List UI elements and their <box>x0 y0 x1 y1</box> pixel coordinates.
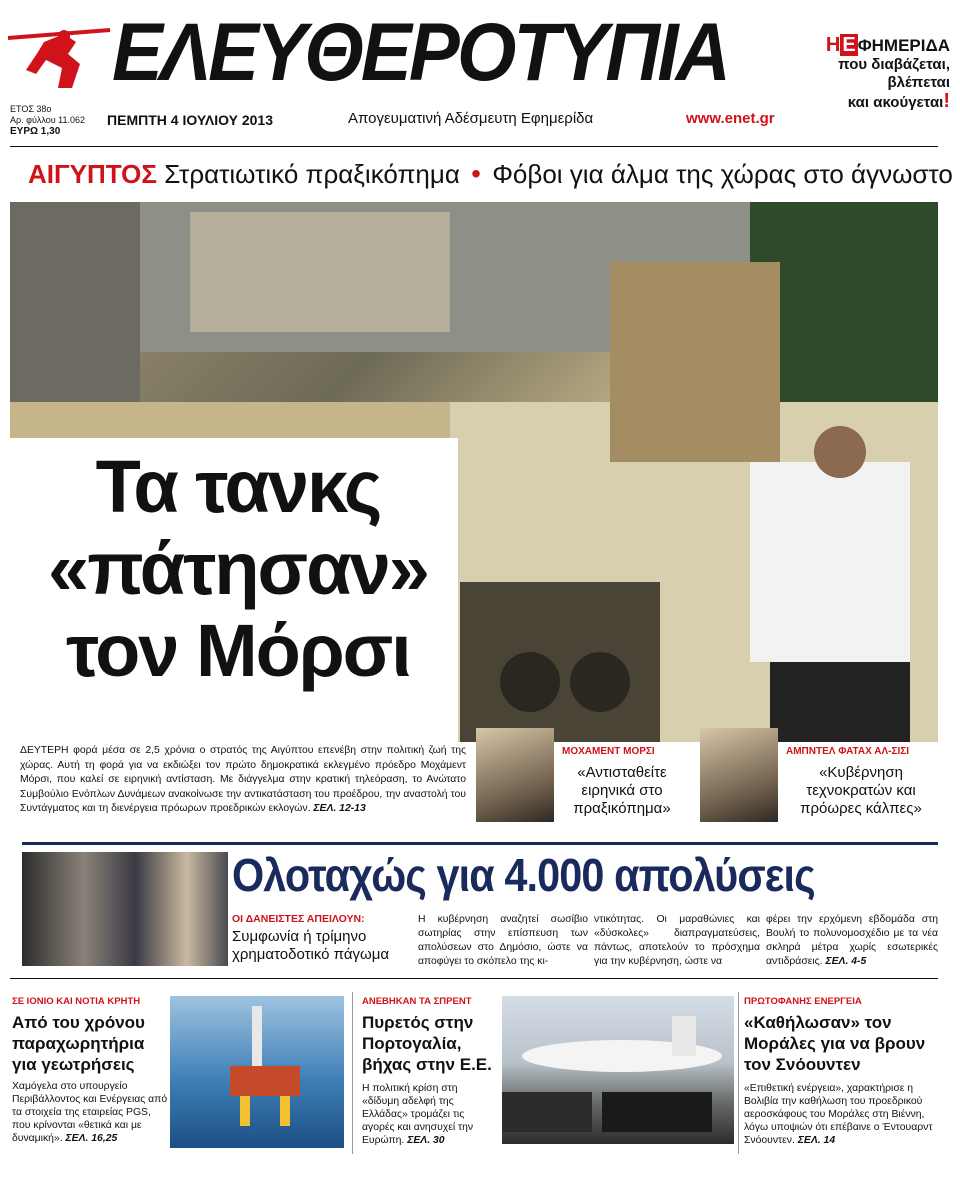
promo-e: Ε <box>842 34 856 56</box>
oil-rig-icon <box>170 996 344 1148</box>
bottom-3-body: «Επιθετική ενέργεια», χαρακτήρισε η Βολιβία την καθήλωση του προεδρικού αεροσκάφους του Μοράλες στη Βιέννη, λόγω υποψιών ότι επέβαινε ο Έντουαρντ Σνόουντεν. <box>744 1083 933 1146</box>
bottom-2-kicker: ΑΝΕΒΗΚΑΝ ΤΑ ΣΠΡΕΝΤ <box>362 996 472 1007</box>
bottom-3-page-ref: ΣΕΛ. 14 <box>797 1135 836 1146</box>
issue-number: Αρ. φύλλου 11.062 <box>10 115 86 125</box>
issue-price: ΕΥΡΩ 1,30 <box>10 126 61 137</box>
promo-word: ΦΗΜΕΡΙΔΑ <box>857 36 950 55</box>
story2-page-ref: ΣΕΛ. 4-5 <box>825 956 867 967</box>
lead-strip-b: Φόβοι για άλμα της χώρας στο άγνωστο <box>492 159 953 189</box>
bottom-2-headline: Πυρετός στην Πορτογαλία, βήχας στην Ε.Ε. <box>362 1013 492 1074</box>
quote-1-text: «Αντισταθείτε ειρηνικά στο πραξικόπημα» <box>573 764 671 817</box>
bottom-2-text <box>362 1082 496 1147</box>
issue-year: ΕΤΟΣ 38ο <box>10 104 52 114</box>
lead-headline <box>18 446 458 692</box>
story2-col-1: Η κυβέρνηση αναζητεί σωσίβιο σωτηρίας στην επίσπευση των απολύσεων στο Δημόσιο, ώστε να αποφύγει το σκόπελο της κι- <box>418 914 588 967</box>
story2-col-3-text: φέρει την ερχόμενη εβδομάδα στη Βουλή το πολυνομοσχέδιο με τα νέα σκληρά μέτρα χωρίς εσωτερικές αντιδράσεις. <box>766 914 938 967</box>
bottom-1-body: Χαμόγελα στο υπουργείο Περιβάλλοντος και Ενέργειας από τα στοιχεία της εταιρείας PGS, που κρίνονται «θετικά και με δυναμική». <box>12 1081 168 1144</box>
lead-strip <box>28 158 953 190</box>
lead-strip-dot: • <box>471 158 481 189</box>
quote-2-name: ΑΜΠΝΤΕΛ ΦΑΤΑΧ ΑΛ-ΣΙΣΙ <box>786 746 909 757</box>
tagline: Απογευματινή Αδέσμευτη Εφημερίδα <box>348 110 594 127</box>
lead-page-ref: ΣΕΛ. 12-13 <box>313 803 366 815</box>
promo-line-1: που διαβάζεται, <box>838 56 950 73</box>
lead-headline-line-2: «πάτησαν» <box>48 527 428 610</box>
promo-box <box>800 36 950 112</box>
bottom-1-headline: Από του χρόνου παραχωρητήρια για γεωτρήσεις <box>12 1013 145 1074</box>
bottom-3-text <box>744 1082 938 1147</box>
morsi-portrait <box>476 728 554 822</box>
story2-headline: Ολοταχώς για 4.000 απολύσεις <box>232 849 815 901</box>
story2-subhead: Συμφωνία ή τρίμηνο χρηματοδοτικό πάγωμα <box>232 928 390 963</box>
bottom-divider <box>10 978 938 979</box>
bottom-3-kicker: ΠΡΩΤΟΦΑΝΗΣ ΕΝΕΡΓΕΙΑ <box>744 996 862 1007</box>
issue-meta <box>10 104 100 137</box>
story2-col-2: ντικότητας. Οι μαραθώνιες και «δύσκολες» διαπραγματεύσεις, πάντως, αποτελούν το πρόσχημα για την κυβέρνηση, ώστε να <box>594 914 760 967</box>
promo-line-3: και ακούγεται <box>847 94 944 111</box>
bottom-sep-2 <box>738 992 739 1154</box>
lead-body <box>20 744 466 817</box>
website-link[interactable]: www.enet.gr <box>686 110 775 127</box>
plane-icon <box>502 996 734 1144</box>
creditors-photo <box>22 852 228 966</box>
issue-date: ΠΕΜΠΤΗ 4 ΙΟΥΛΙΟΥ 2013 <box>107 112 274 128</box>
bottom-2-page-ref: ΣΕΛ. 30 <box>407 1135 445 1146</box>
lead-headline-line-1: Τα τανκς <box>95 445 381 528</box>
story2-kicker: ΟΙ ΔΑΝΕΙΣΤΕΣ ΑΠΕΙΛΟΥΝ: <box>232 913 365 925</box>
quote-1-name: ΜΟΧΑΜΕΝΤ ΜΟΡΣΙ <box>562 746 655 757</box>
oil-rig-photo <box>170 996 344 1148</box>
bottom-3-headline: «Καθήλωσαν» τον Μοράλες για να βρουν τον Σνόουντεν <box>744 1013 926 1074</box>
story2-col-3 <box>766 913 938 969</box>
quote-2-text: «Κυβέρνηση τεχνοκρατών και πρόωρες κάλπες» <box>800 764 922 817</box>
bottom-1-text <box>12 1080 168 1145</box>
masthead-logo-icon <box>6 24 114 94</box>
bottom-2-body: Η πολιτική κρίση στη «δίδυμη αδελφή της Ελλάδας» τρομάζει τις αγορές και ανησυχεί την Ευρώπη. <box>362 1083 474 1146</box>
bottom-sep-1 <box>352 992 353 1154</box>
promo-h: Η <box>825 34 841 56</box>
promo-line-2: βλέπεται <box>887 74 950 91</box>
lead-headline-line-3: τον Μόρσι <box>66 609 410 692</box>
newspaper-title: ΕΛΕΥΘΕΡΟΤΥΠΙΑ <box>112 7 729 98</box>
lead-kicker: ΑΙΓΥΠΤΟΣ <box>28 159 157 189</box>
lead-strip-a: Στρατιωτικό πραξικόπημα <box>164 159 460 189</box>
bottom-1-kicker: ΣΕ ΙΟΝΙΟ ΚΑΙ ΝΟΤΙΑ ΚΡΗΤΗ <box>12 996 141 1007</box>
plane-photo <box>502 996 734 1144</box>
lead-body-text: ΔΕΥΤΕΡΗ φορά μέσα σε 2,5 χρόνια ο στρατός της Αιγύπτου επενέβη στην πολιτική ζωή της χώρας. Αυτή τη φορά για να εκδιώξει τον πρώτο δημοκρατικά εκλεγμένο πρόεδρο Μοχάμεντ Μόρσι, που καλεί σε ειρηνική αντίσταση. Με διάγγελμα στην κρατική τηλεόραση, το Ανώτατο Συμβούλιο Ενόπλων Δυνάμεων ανακοίνωσε την αντικατάσταση του προέδρου, την αναστολή του Συντάγματος και τη διενέργεια πρόωρων προεδρικών εκλογών. <box>20 745 466 815</box>
section-divider <box>22 842 938 845</box>
masthead-divider <box>10 146 938 147</box>
sisi-portrait <box>700 728 778 822</box>
bottom-1-page-ref: ΣΕΛ. 16,25 <box>65 1133 118 1144</box>
promo-exclamation: ! <box>943 90 950 112</box>
